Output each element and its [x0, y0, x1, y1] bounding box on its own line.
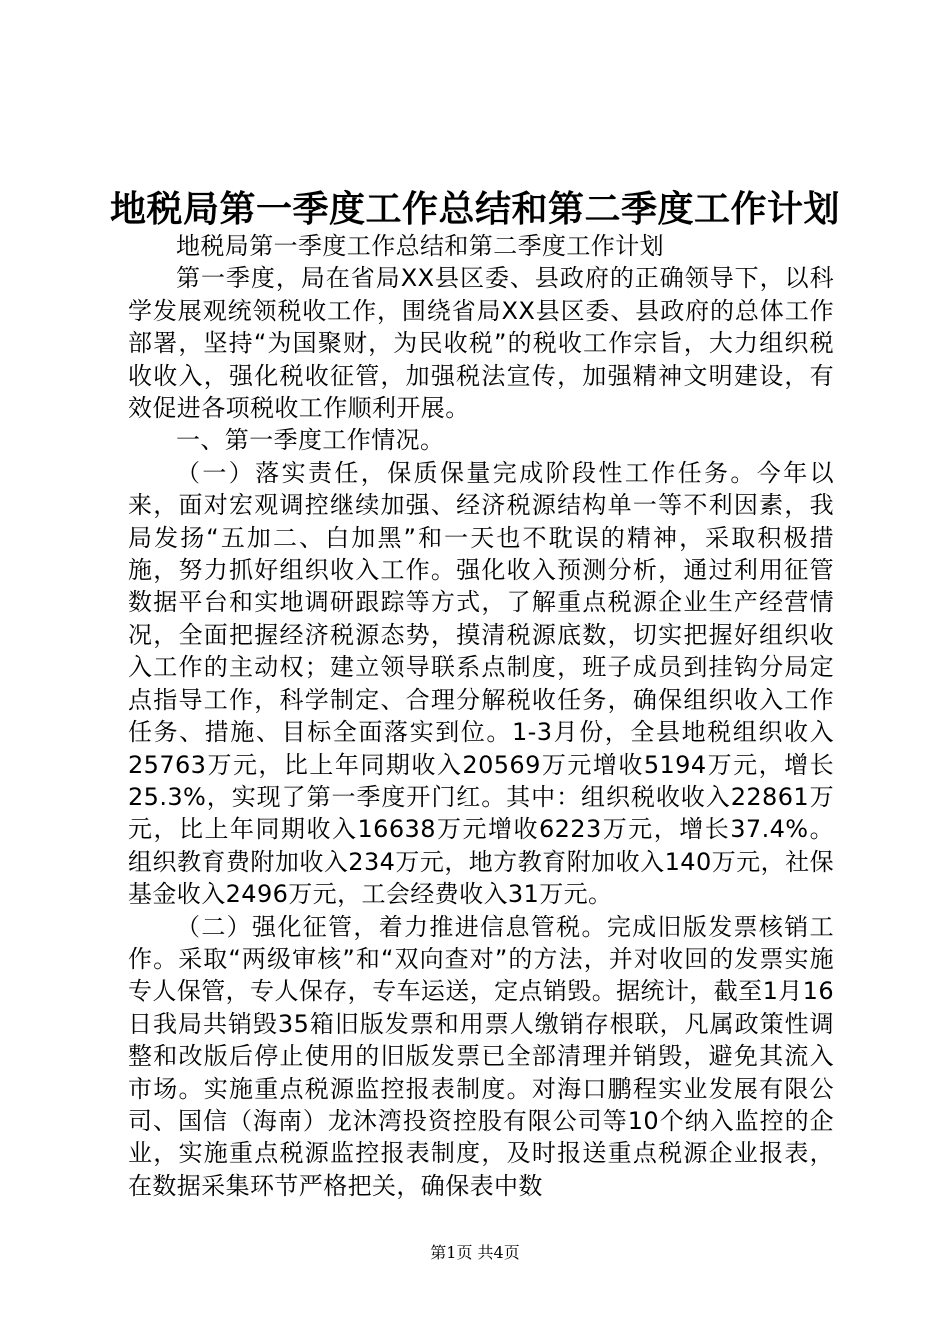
section-2-paragraph: （二）强化征管，着力推进信息管税。完成旧版发票核销工作。采取“两级审核”和“双向查对”的方法，并对收回的发票实施专人保管，专人保存，专车运送，定点销毁。据统计，截至1月16日我局共销毁35箱旧版发票和用票人缴销存根联，凡属政策性调整和改版后停止使用的旧版发票已全部清理并销毁，避免其流入市场。实施重点税源监控报表制度。对海口鹏程实业发展有限公司、国信（海南）龙沐湾投资控股有限公司等10个纳入监控的企业，实施重点税源监控报表制度，及时报送重点税源企业报表，在数据采集环节严格把关，确保表中数	[128, 912, 834, 1200]
section-1-paragraph: （一）落实责任，保质保量完成阶段性工作任务。今年以来，面对宏观调控继续加强、经济税源结构单一等不利因素，我局发扬“五加二、白加黑”和一天也不耽误的精神，采取积极措施，努力抓好组织收入工作。强化收入预测分析，通过利用征管数据平台和实地调研跟踪等方式，了解重点税源企业生产经营情况，全面把握经济税源态势，摸清税源底数，切实把握好组织收入工作的主动权；建立领导联系点制度，班子成员到挂钩分局定点指导工作，科学制定、合理分解税收任务，确保组织收入工作任务、措施、目标全面落实到位。1-3月份，全县地税组织收入25763万元，比上年同期收入20569万元增收5194万元，增长25.3%，实现了第一季度开门红。其中：组织税收收入22861万元，比上年同期收入16638万元增收6223万元，增长37.4%。组织教育费附加收入234万元，地方教育附加收入140万元，社保基金收入2496万元，工会经费收入31万元。	[128, 458, 834, 909]
page-footer: 第1页 共4页	[430, 1243, 520, 1262]
section-heading: 一、第一季度工作情况。	[176, 426, 445, 455]
subtitle-paragraph: 地税局第一季度工作总结和第二季度工作计划	[176, 232, 664, 260]
document-title: 地税局第一季度工作总结和第二季度工作计划	[109, 189, 840, 230]
intro-paragraph: 第一季度，局在省局XX县区委、县政府的正确领导下，以科学发展观统领税收工作，围绕省局XX县区委、县政府的总体工作部署，坚持“为国聚财，为民收税”的税收工作宗旨，大力组织税收收入，强化税收征管，加强税法宣传，加强精神文明建设，有效促进各项税收工作顺利开展。	[128, 264, 834, 423]
document-body	[128, 230, 834, 1202]
